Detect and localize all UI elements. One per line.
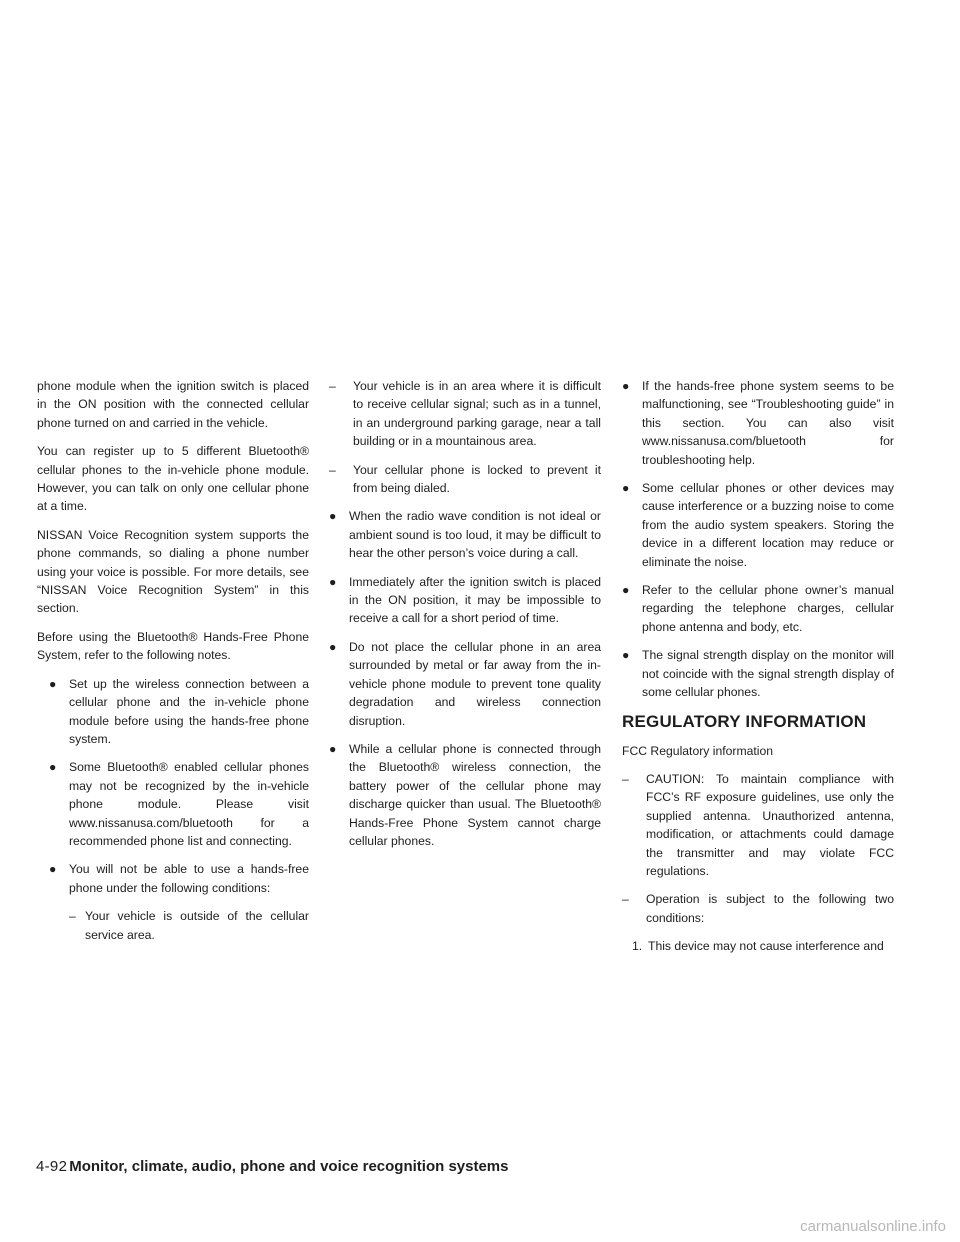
bullet-text: When the radio wave condition is not ideal or ambient sound is too loud, it may be difficult to hear the other person’s voice during a call. <box>349 509 601 561</box>
dash-item <box>69 907 309 944</box>
bullet-item <box>49 860 309 897</box>
bullet-text: While a cellular phone is connected through the Bluetooth® wireless connection, the battery power of the cellular phone may discharge quicker than usual. The Bluetooth® Hands-Free Phone System cannot charge cellular phones. <box>349 741 601 848</box>
bullet-item <box>622 479 894 571</box>
dash-text: Your cellular phone is locked to prevent it from being dialed. <box>353 462 601 496</box>
paragraph: phone module when the ignition switch is placed in the ON position with the connected cellular phone turned on and carried in the vehicle. <box>37 379 309 430</box>
bullet-icon: ● <box>622 481 630 496</box>
bullet-icon: ● <box>329 639 337 654</box>
dash-text: Your vehicle is outside of the cellular service area. <box>85 909 309 942</box>
page-footer <box>36 1157 508 1177</box>
column-3 <box>622 377 894 966</box>
bullet-text: You will not be able to use a hands-free phone under the following conditions: <box>69 862 309 895</box>
page-number: 4-92 <box>36 1158 68 1175</box>
paragraph: NISSAN Voice Recognition system supports the phone commands, so dialing a phone number using your voice is possible. For more details, see “NISSAN Voice Recognition System” in this section. <box>37 527 309 616</box>
bullet-item <box>329 573 601 628</box>
dash-icon: – <box>622 892 629 907</box>
bullet-item <box>622 646 894 701</box>
bullet-item <box>622 377 894 469</box>
bullet-icon: ● <box>329 574 337 589</box>
paragraph: You can register up to 5 different Bluetooth® cellular phones to the in-vehicle phone module. However, you can talk on only one cellular phone at a time. <box>37 444 309 514</box>
bullet-icon: ● <box>622 648 630 663</box>
dash-text: Your vehicle is in an area where it is difficult to receive cellular signal; such as in a tunnel, in an underground parking garage, near a tall building or in a mountainous area. <box>353 379 601 449</box>
bullet-text: If the hands-free phone system seems to be malfunctioning, see “Troubleshooting guide” in this section. You can also visit www.nissanusa.com/bluetooth for troubleshooting help. <box>642 379 894 467</box>
column-1 <box>37 377 309 954</box>
bullet-text: Set up the wireless connection between a cellular phone and the in-vehicle phone module before using the hands-free phone system. <box>69 676 309 746</box>
bullet-item <box>49 758 309 850</box>
bullet-icon: ● <box>329 741 337 756</box>
bullet-icon: ● <box>622 583 630 598</box>
chapter-title: Monitor, climate, audio, phone and voice recognition systems <box>69 1158 509 1175</box>
section-heading: REGULATORY INFORMATION <box>622 711 867 731</box>
dash-item <box>622 890 894 927</box>
bullet-text: Refer to the cellular phone owner’s manual regarding the telephone charges, cellular phone antenna and body, etc. <box>642 583 894 634</box>
paragraph: FCC Regulatory information <box>622 743 774 758</box>
bullet-text: Immediately after the ignition switch is placed in the ON position, it may be impossible to receive a call for a short period of time. <box>349 574 601 626</box>
bullet-text: The signal strength display on the monitor will not coincide with the signal strength display of some cellular phones. <box>642 648 894 700</box>
bullet-icon: ● <box>329 509 337 524</box>
bullet-item <box>329 638 601 730</box>
dash-item <box>622 770 894 880</box>
column-2 <box>329 377 601 860</box>
dash-icon: – <box>622 771 629 786</box>
dash-text: Operation is subject to the following two conditions: <box>646 892 894 925</box>
bullet-icon: ● <box>622 379 630 393</box>
bullet-text: Some Bluetooth® enabled cellular phones may not be recognized by the in-vehicle phone module. Please visit www.nissanusa.com/bluetooth for a recommended phone list and connecting. <box>69 760 309 848</box>
dash-icon: – <box>69 909 76 924</box>
dash-item <box>329 377 601 451</box>
item-number: 1. <box>632 939 643 954</box>
bullet-text: Do not place the cellular phone in an area surrounded by metal or far away from the in-vehicle phone module to prevent tone quality degradation and wireless connection disruption. <box>349 639 601 728</box>
numbered-text: This device may not cause interference and <box>648 939 884 954</box>
paragraph: Before using the Bluetooth® Hands-Free Phone System, refer to the following notes. <box>37 629 309 663</box>
dash-item <box>329 461 601 498</box>
numbered-item <box>622 937 894 955</box>
bullet-item <box>329 740 601 850</box>
dash-icon: – <box>329 379 336 393</box>
dash-icon: – <box>329 462 336 477</box>
bullet-text: Some cellular phones or other devices may cause interference or a buzzing noise to come from the audio system speakers. Storing the device in a different location may reduce or eliminate the noise. <box>642 481 894 569</box>
dash-text: CAUTION: To maintain compliance with FCC’s RF exposure guidelines, use only the supplied antenna. Unauthorized antenna, modification, or attachments could damage the transmitter and may violate FCC regulations. <box>646 771 894 878</box>
bullet-icon: ● <box>49 676 57 691</box>
bullet-icon: ● <box>49 760 57 775</box>
bullet-item <box>622 581 894 636</box>
bullet-icon: ● <box>49 862 57 877</box>
bullet-item <box>49 675 309 749</box>
watermark-text: carmanualsonline.info <box>800 1218 946 1235</box>
bullet-item <box>329 507 601 562</box>
